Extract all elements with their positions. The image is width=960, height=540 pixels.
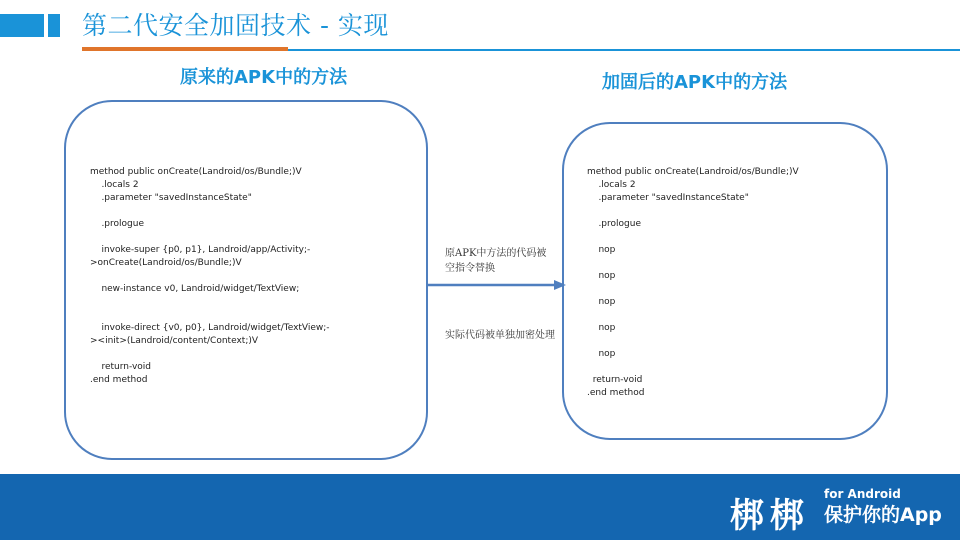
hardened-code: method public onCreate(Landroid/os/Bundle;)V .locals 2 .parameter "savedInstanceState" .prologue nop nop nop nop nop return-void .end method — [587, 167, 799, 398]
note-encrypted: 实际代码被单独加密处理 — [445, 330, 555, 341]
slide-title: 第二代安全加固技术 - 实现 — [82, 11, 389, 40]
transform-arrow-icon — [428, 280, 568, 290]
heading-hardened-method: 加固后的APK中的方法 — [602, 72, 788, 93]
title-underline-highlight — [82, 47, 288, 51]
note-nop-replacement: 原APK中方法的代码被空指令替换 — [445, 248, 547, 274]
heading-original-method: 原来的APK中的方法 — [180, 67, 348, 88]
title-accent-block — [0, 14, 44, 37]
brand-for-android: for Android — [824, 487, 901, 501]
brand-slogan: 保护你的App — [824, 504, 942, 526]
title-accent-block-small — [48, 14, 60, 37]
brand-logo-text: 梆梆 — [730, 496, 810, 536]
original-code: method public onCreate(Landroid/os/Bundle;)V .locals 2 .parameter "savedInstanceState" .prologue invoke-super {p0, p1}, Landroid/app/Activity;- >onCreate(Landroid/os/Bundle;)V new-instance v0, Landroid/widget/TextView; invoke-direct {v0, p0}, Landroid/widget/TextView;- ><init>(Landroid/content/Context;)V return-void .end method — [90, 167, 330, 385]
footer-bar — [0, 474, 960, 540]
